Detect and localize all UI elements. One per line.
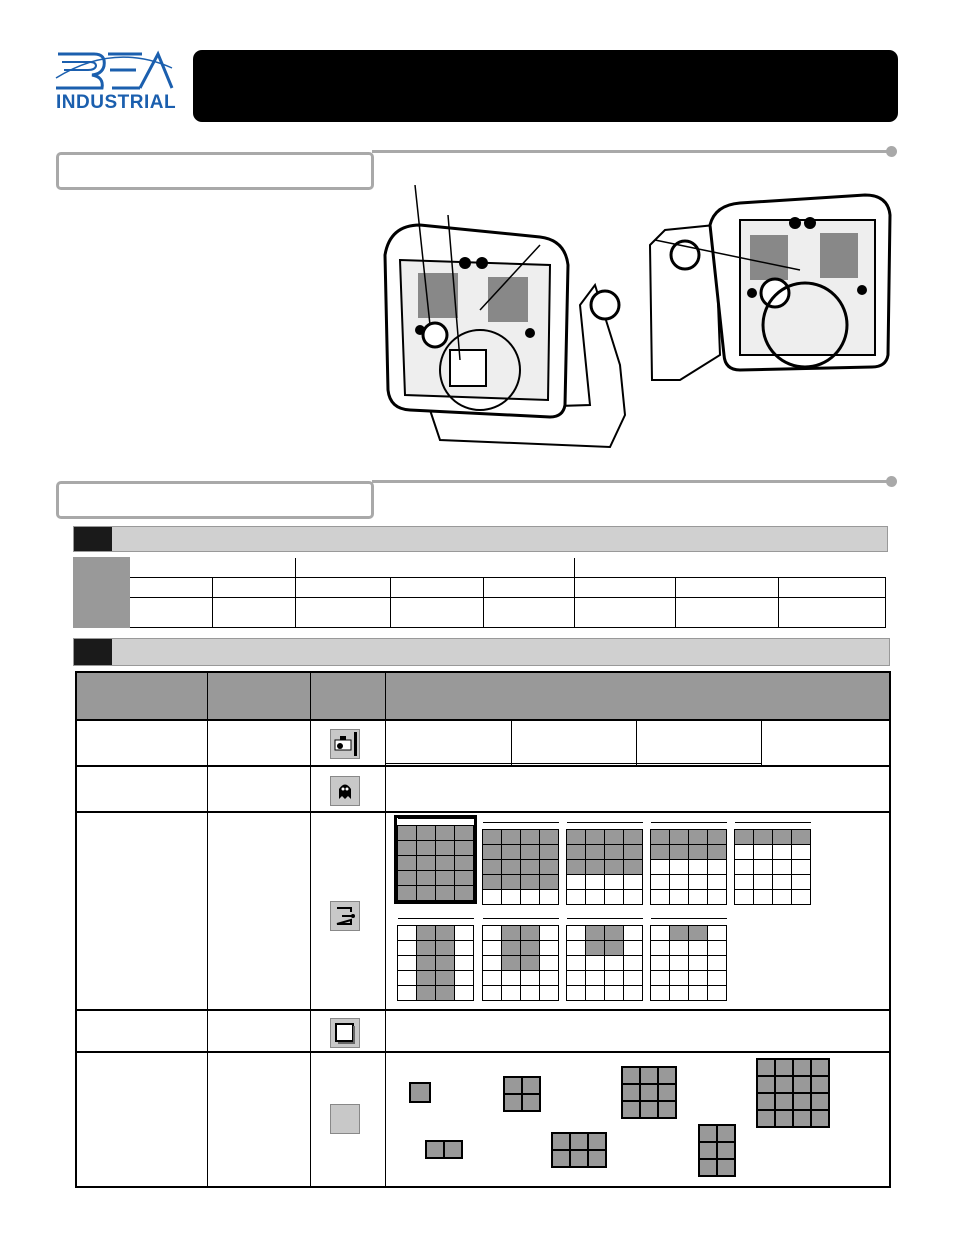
window-2x3 [698,1124,736,1177]
table-header-row [77,673,889,719]
field-pattern-grid [397,818,474,901]
title-bar [193,50,898,122]
section-divider [372,150,890,153]
sensor-front-illustration [380,185,640,455]
window-3x2 [551,1132,607,1168]
window-2x1 [425,1140,463,1159]
field-pattern-grid [482,918,559,1001]
subsection-header-b [73,638,890,666]
section-dot [886,476,897,487]
ghost-icon [330,776,360,806]
field-pattern-grid [566,822,643,905]
field-pattern-grid [650,918,727,1001]
field-pattern-grid [482,822,559,905]
window-2x2 [503,1076,541,1112]
sensor-side-illustration [640,185,900,395]
field-pattern-grid [397,918,474,1001]
field-pattern-grid [734,822,811,905]
camera-icon [330,729,360,759]
section-tab-2 [56,481,374,519]
window-1x1 [409,1082,431,1103]
subsection-header-a [73,526,888,552]
window-4x4 [756,1058,830,1128]
blank-icon [330,1104,360,1134]
field-select-icon [330,901,360,931]
window-icon [330,1018,360,1048]
field-pattern-grid [650,822,727,905]
logo-name: INDUSTRIAL [56,92,177,113]
section-tab-1 [56,152,374,190]
summary-table [73,557,886,628]
field-pattern-grid [566,918,643,1001]
section-divider [372,480,890,483]
section-dot [886,146,897,157]
window-3x3 [621,1066,677,1119]
